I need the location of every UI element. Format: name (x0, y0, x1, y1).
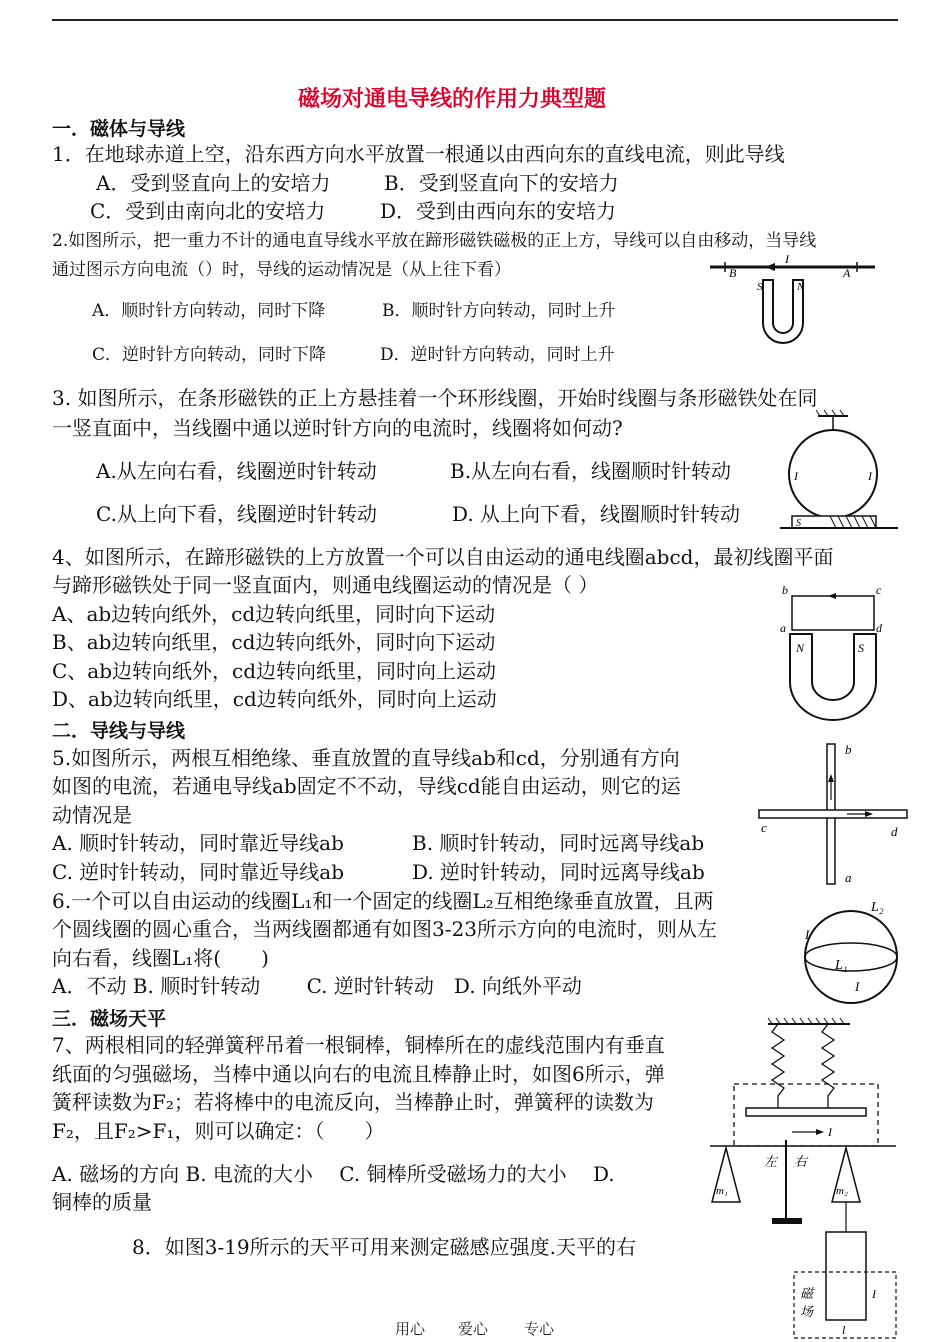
option-c: C．逆时针方向转动，同时下降 (92, 345, 327, 365)
figure-q8-balance (710, 1140, 900, 1342)
option-b: B．受到竖直向下的安培力 (384, 171, 619, 195)
option-b: B．顺时针方向转动，同时上升 (382, 301, 616, 321)
option-d: D. 从上向下看，线圈顺时针转动 (452, 502, 741, 526)
option-b: B.从左向右看，线圈顺时针转动 (450, 459, 732, 483)
option-d: D. 逆时针转动，同时远离导线ab (412, 860, 705, 884)
section-heading: 三．磁场天平 (52, 1008, 167, 1030)
fig-label-c: c (761, 820, 767, 835)
question-stem: 3. 如图所示，在条形磁铁的正上方悬挂着一个环形线圈，开始时线圈与条形磁铁处在同 (52, 386, 818, 410)
question-stem: 如图的电流，若通电导线ab固定不不动，导线cd能自由运动，则它的运 (52, 774, 681, 798)
question-stem: 个圆线圈的圆心重合，当两线圈都通有如图3-23所示方向的电流时，则从左 (52, 917, 717, 941)
fig-label-a: A (843, 266, 851, 280)
fig-label-c: c (876, 583, 882, 597)
fig-label-field: 磁 (800, 1286, 814, 1301)
fig-label-left: 左 (764, 1154, 778, 1169)
question-stem: 与蹄形磁铁处于同一竖直面内，则通电线圈运动的情况是（ ） (52, 573, 599, 597)
option-a: A.从左向右看，线圈逆时针转动 (96, 459, 377, 483)
question-stem: 纸面的匀强磁场，当棒中通以向右的电流且棒静止时，如图6所示，弹 (52, 1062, 665, 1086)
option-a: A．顺时针方向转动，同时下降 (92, 301, 326, 321)
footer-text: 爱心 (458, 1320, 489, 1338)
fig-label-s: S (858, 641, 864, 655)
fig-label-i: I (794, 469, 798, 483)
options-line: A. 磁场的方向 B. 电流的大小 C. 铜棒所受磁场力的大小 D. (52, 1162, 615, 1186)
fig-label-s: S (796, 518, 801, 529)
section-heading: 一．磁体与导线 (52, 118, 186, 140)
question-stem: 5.如图所示，两根互相绝缘、垂直放置的直导线ab和cd，分别通有方向 (52, 746, 680, 770)
options-line: 铜棒的质量 (52, 1190, 152, 1214)
fig-label-right: 右 (794, 1154, 808, 1169)
fig-label-b: b (782, 583, 788, 597)
figure-q5-wires (755, 740, 915, 888)
figure-q2-magnet (705, 252, 880, 350)
fig-label-l2: L₂ (871, 900, 884, 915)
question-stem: 通过图示方向电流（）时，导线的运动情况是（从上往下看） (52, 260, 511, 280)
top-rule (52, 19, 898, 21)
question-stem: F₂，且F₂>F₁，则可以确定：（ ） (52, 1119, 385, 1143)
fig-label-l1: L₁ (835, 958, 848, 973)
option-c: C. 逆时针转动，同时靠近导线ab (52, 860, 345, 884)
footer-text: 用心 (395, 1320, 426, 1338)
option-d: D、ab边转向纸里，cd边转向纸外，同时向上运动 (52, 687, 497, 711)
option-a: A、ab边转向纸外，cd边转向纸里，同时向下运动 (52, 602, 496, 626)
fig-label-n: N (796, 641, 805, 655)
question-stem: 向右看，线圈L₁将( ) (52, 946, 269, 970)
figure-q4-loop (778, 582, 888, 724)
figure-q3-coil (780, 410, 900, 536)
option-c: C.从上向下看，线圈逆时针转动 (96, 502, 377, 526)
page-title: 磁场对通电导线的作用力典型题 (298, 87, 607, 112)
section-heading: 二．导线与导线 (52, 720, 186, 742)
fig-label-i: I (855, 979, 860, 994)
option-b: B. 顺时针转动，同时远离导线ab (412, 831, 705, 855)
fig-label-i: I (872, 1287, 876, 1301)
fig-label-i: I (785, 252, 789, 266)
question-stem: 8．如图3-19所示的天平可用来测定磁感应强度.天平的右 (132, 1235, 637, 1259)
option-b: B、ab边转向纸里，cd边转向纸外，同时向下运动 (52, 630, 496, 654)
fig-label-s: S (757, 281, 763, 293)
fig-label-d: d (891, 824, 898, 839)
option-c: C、ab边转向纸外，cd边转向纸里，同时向上运动 (52, 659, 497, 683)
fig-label-field: 场 (800, 1304, 814, 1319)
options-line: A．不动 B. 顺时针转动 C. 逆时针转动 D. 向纸外平动 (52, 974, 582, 998)
question-stem: 簧秤读数为F₂；若将棒中的电流反向，当棒静止时，弹簧秤的读数为 (52, 1090, 654, 1114)
option-a: A. 顺时针转动，同时靠近导线ab (52, 831, 344, 855)
question-stem: 一竖直面中，当线圈中通以逆时针方向的电流时，线圈将如何动? (52, 416, 623, 440)
fig-label-a: a (780, 621, 786, 635)
question-stem: 7、两根相同的轻弹簧秤吊着一根铜棒，铜棒所在的虚线范围内有垂直 (52, 1033, 665, 1057)
question-stem: 4、如图所示，在蹄形磁铁的上方放置一个可以自由运动的通电线圈abcd，最初线圈平面 (52, 545, 834, 569)
fig-label-i: I (868, 469, 872, 483)
option-d: D．逆时针方向转动，同时上升 (380, 345, 615, 365)
fig-label-b: b (845, 742, 852, 757)
footer-text: 专心 (524, 1320, 555, 1338)
fig-label-a: a (845, 870, 852, 885)
fig-label-m2: m₂ (836, 1185, 848, 1197)
question-stem: 1．在地球赤道上空，沿东西方向水平放置一根通以由西向东的直线电流，则此导线 (52, 142, 785, 166)
option-a: A．受到竖直向上的安培力 (96, 171, 331, 195)
fig-label-i: I (828, 1125, 832, 1139)
question-stem: 6.一个可以自由运动的线圈L₁和一个固定的线圈L₂互相绝缘垂直放置，且两 (52, 889, 714, 913)
fig-label-l: l (842, 1323, 846, 1337)
question-stem: 2.如图所示，把一重力不计的通电直导线水平放在蹄形磁铁磁极的正上方，导线可以自由移动，当导线 (52, 231, 817, 251)
figure-q6-coils (795, 895, 910, 1010)
fig-label-d: d (876, 621, 882, 635)
fig-label-i: I (805, 927, 810, 942)
question-stem: 动情况是 (52, 803, 132, 827)
figure-q7-springs (732, 1018, 882, 1153)
option-d: D．受到由西向东的安培力 (380, 199, 617, 223)
option-c: C．受到由南向北的安培力 (90, 199, 326, 223)
fig-label-m1: m₁ (716, 1185, 728, 1197)
fig-label-b: B (729, 266, 737, 280)
fig-label-n: N (797, 281, 805, 293)
